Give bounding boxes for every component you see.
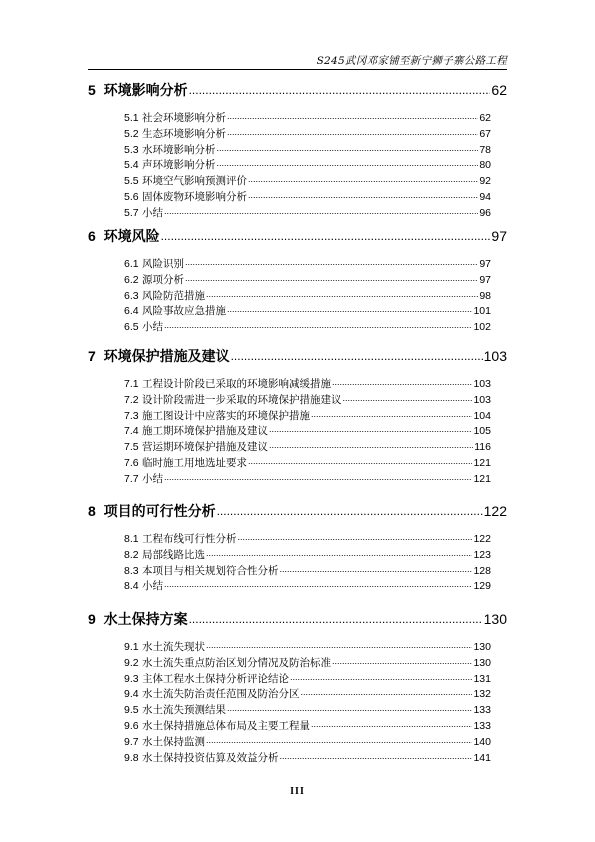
toc-section-9-2[interactable] xyxy=(124,655,491,670)
toc-section-5-4[interactable] xyxy=(124,157,491,172)
leader-dots xyxy=(279,563,472,574)
section-title: 8.4 小结 xyxy=(124,580,163,593)
leader-dots xyxy=(332,377,473,388)
leader-dots xyxy=(248,456,473,467)
section-page-number: 80 xyxy=(479,159,491,172)
section-title: 8.3 本项目与相关规划符合性分析 xyxy=(124,564,279,577)
toc-chapter-7[interactable] xyxy=(88,346,507,366)
section-title: 9.7 水土保持监测 xyxy=(124,735,205,748)
section-title: 6.4 风险事故应急措施 xyxy=(124,305,226,318)
leader-dots xyxy=(206,640,473,651)
section-page-number: 122 xyxy=(473,533,491,545)
leader-dots xyxy=(269,424,473,435)
toc-section-5-6[interactable] xyxy=(124,189,491,204)
section-title: 9.5 水土流失预测结果 xyxy=(124,704,226,717)
section-title: 6.5 小结 xyxy=(124,321,163,334)
toc-section-5-3[interactable] xyxy=(124,142,491,157)
toc-section-6-5[interactable] xyxy=(124,319,491,334)
section-page-number: 103 xyxy=(473,393,491,406)
toc-section-9-8[interactable] xyxy=(124,750,491,765)
leader-dots xyxy=(227,126,478,137)
section-title: 8.2 局部线路比选 xyxy=(124,548,205,561)
toc-section-7-2[interactable] xyxy=(124,392,491,407)
chapter-title: 5 环境影响分析 xyxy=(88,82,188,98)
leader-dots xyxy=(279,750,472,761)
toc-section-5-7[interactable] xyxy=(124,205,491,220)
toc-section-6-2[interactable] xyxy=(124,272,491,287)
toc-section-6-1[interactable] xyxy=(124,256,491,271)
section-title: 5.1 社会环境影响分析 xyxy=(124,112,226,124)
section-page-number: 67 xyxy=(479,127,491,140)
toc-section-7-4[interactable] xyxy=(124,423,491,438)
leader-dots xyxy=(237,532,472,543)
section-title: 5.5 环境空气影响预测评价 xyxy=(124,175,247,188)
leader-dots xyxy=(206,288,478,299)
section-title: 6.3 风险防范措施 xyxy=(124,289,205,302)
chapter-page-number: 130 xyxy=(483,611,507,627)
section-title: 5.3 水环境影响分析 xyxy=(124,143,216,156)
toc-section-7-1[interactable] xyxy=(124,376,491,391)
toc-section-8-2[interactable] xyxy=(124,547,491,562)
toc-section-7-6[interactable] xyxy=(124,455,491,470)
section-page-number: 105 xyxy=(473,425,491,438)
section-page-number: 116 xyxy=(474,441,491,454)
section-page-number: 121 xyxy=(473,457,491,469)
chapter-page-number: 122 xyxy=(483,503,507,519)
leader-dots xyxy=(227,703,473,714)
section-page-number: 94 xyxy=(479,191,491,203)
section-title: 7.3 施工图设计中应落实的环境保护措施 xyxy=(124,409,310,422)
leader-dots xyxy=(216,158,478,169)
section-title: 5.4 声环境影响分析 xyxy=(124,159,216,172)
section-title: 9.2 水土流失重点防治区划分情况及防治标准 xyxy=(124,656,331,669)
toc-chapter-5[interactable] xyxy=(88,80,507,100)
toc-section-8-1[interactable] xyxy=(124,531,491,546)
section-title: 9.8 水土保持投资估算及效益分析 xyxy=(124,751,279,764)
section-page-number: 92 xyxy=(479,175,491,188)
toc-section-9-4[interactable] xyxy=(124,686,491,701)
leader-dots xyxy=(206,734,473,745)
section-page-number: 101 xyxy=(473,305,491,318)
leader-dots xyxy=(231,347,483,361)
section-page-number: 78 xyxy=(479,143,491,156)
leader-dots xyxy=(189,81,491,95)
toc-section-5-2[interactable] xyxy=(124,126,491,141)
leader-dots xyxy=(248,190,478,201)
section-title: 6.2 源项分析 xyxy=(124,273,184,286)
section-page-number: 132 xyxy=(473,688,491,701)
chapter-page-number: 97 xyxy=(491,228,507,244)
section-page-number: 96 xyxy=(479,206,491,219)
leader-dots xyxy=(185,272,478,283)
section-page-number: 97 xyxy=(479,258,491,270)
section-title: 7.4 施工期环境保护措施及建议 xyxy=(124,425,268,438)
section-title: 7.6 临时施工用地选址要求 xyxy=(124,457,247,469)
leader-dots xyxy=(342,392,472,403)
toc-section-5-1[interactable] xyxy=(124,110,491,125)
leader-dots xyxy=(206,547,473,558)
section-page-number: 130 xyxy=(473,656,491,669)
section-title: 5.2 生态环境影响分析 xyxy=(124,127,226,140)
toc-chapter-9[interactable] xyxy=(88,609,507,629)
section-title: 6.1 风险识别 xyxy=(124,258,184,270)
chapter-page-number: 103 xyxy=(483,348,507,364)
section-title: 9.1 水土流失现状 xyxy=(124,641,205,653)
leader-dots xyxy=(332,655,473,666)
toc-section-7-3[interactable] xyxy=(124,408,491,423)
section-page-number: 133 xyxy=(473,720,491,732)
section-page-number: 128 xyxy=(473,564,491,577)
section-page-number: 102 xyxy=(473,321,491,334)
leader-dots xyxy=(227,304,473,315)
chapter-page-number: 62 xyxy=(491,82,507,98)
toc-section-8-4[interactable] xyxy=(124,578,491,593)
section-title: 7.1 工程设计阶段已采取的环境影响减缓措施 xyxy=(124,378,331,390)
leader-dots xyxy=(161,227,491,241)
leader-dots xyxy=(311,408,473,419)
leader-dots xyxy=(290,671,473,682)
section-page-number: 141 xyxy=(473,751,491,764)
section-page-number: 133 xyxy=(473,704,491,717)
section-title: 7.2 设计阶段需进一步采取的环境保护措施建议 xyxy=(124,393,342,406)
section-title: 5.6 固体废物环境影响分析 xyxy=(124,191,247,203)
leader-dots xyxy=(248,174,478,185)
toc-section-9-6[interactable] xyxy=(124,718,491,733)
leader-dots xyxy=(311,719,473,730)
section-page-number: 97 xyxy=(479,273,491,286)
leader-dots xyxy=(217,502,483,516)
section-title: 9.4 水土流失防治责任范围及防治分区 xyxy=(124,688,300,701)
section-page-number: 104 xyxy=(473,409,491,422)
leader-dots xyxy=(185,257,478,268)
section-title: 7.5 营运期环境保护措施及建议 xyxy=(124,441,268,454)
running-header: S245武冈邓家铺至新宁狮子寨公路工程 xyxy=(316,55,507,67)
toc-section-7-5[interactable] xyxy=(124,439,491,454)
leader-dots xyxy=(164,579,473,590)
section-page-number: 140 xyxy=(473,735,491,748)
leader-dots xyxy=(164,320,473,331)
toc-section-9-1[interactable] xyxy=(124,639,491,654)
section-page-number: 121 xyxy=(473,472,491,485)
page-number: III xyxy=(290,786,305,797)
chapter-title: 6 环境风险 xyxy=(88,228,160,244)
chapter-title: 9 水土保持方案 xyxy=(88,611,188,627)
toc-section-7-7[interactable] xyxy=(124,471,491,486)
toc-section-6-4[interactable] xyxy=(124,303,491,318)
section-title: 9.3 主体工程水土保持分析评论结论 xyxy=(124,672,289,685)
leader-dots xyxy=(216,142,478,153)
toc-section-5-5[interactable] xyxy=(124,173,491,188)
leader-dots xyxy=(164,205,478,216)
section-page-number: 129 xyxy=(473,580,491,593)
leader-dots xyxy=(227,111,478,122)
section-title: 5.7 小结 xyxy=(124,206,163,219)
toc-section-9-5[interactable] xyxy=(124,702,491,717)
section-page-number: 131 xyxy=(473,672,491,685)
section-title: 7.7 小结 xyxy=(124,472,163,485)
toc-chapter-8[interactable] xyxy=(88,501,507,521)
section-title: 8.1 工程布线可行性分析 xyxy=(124,533,237,545)
section-page-number: 130 xyxy=(473,641,491,653)
section-page-number: 98 xyxy=(479,289,491,302)
toc-chapter-6[interactable] xyxy=(88,226,507,246)
leader-dots xyxy=(164,471,473,482)
toc-section-9-7[interactable] xyxy=(124,734,491,749)
toc-section-9-3[interactable] xyxy=(124,671,491,686)
leader-dots xyxy=(300,687,472,698)
toc-section-6-3[interactable] xyxy=(124,288,491,303)
section-page-number: 62 xyxy=(479,112,491,124)
chapter-title: 8 项目的可行性分析 xyxy=(88,503,216,519)
chapter-title: 7 环境保护措施及建议 xyxy=(88,348,230,364)
section-page-number: 123 xyxy=(473,548,491,561)
section-title: 9.6 水土保持措施总体布局及主要工程量 xyxy=(124,720,310,732)
leader-dots xyxy=(269,440,473,451)
section-page-number: 103 xyxy=(473,378,491,390)
toc-section-8-3[interactable] xyxy=(124,563,491,578)
leader-dots xyxy=(189,610,483,624)
